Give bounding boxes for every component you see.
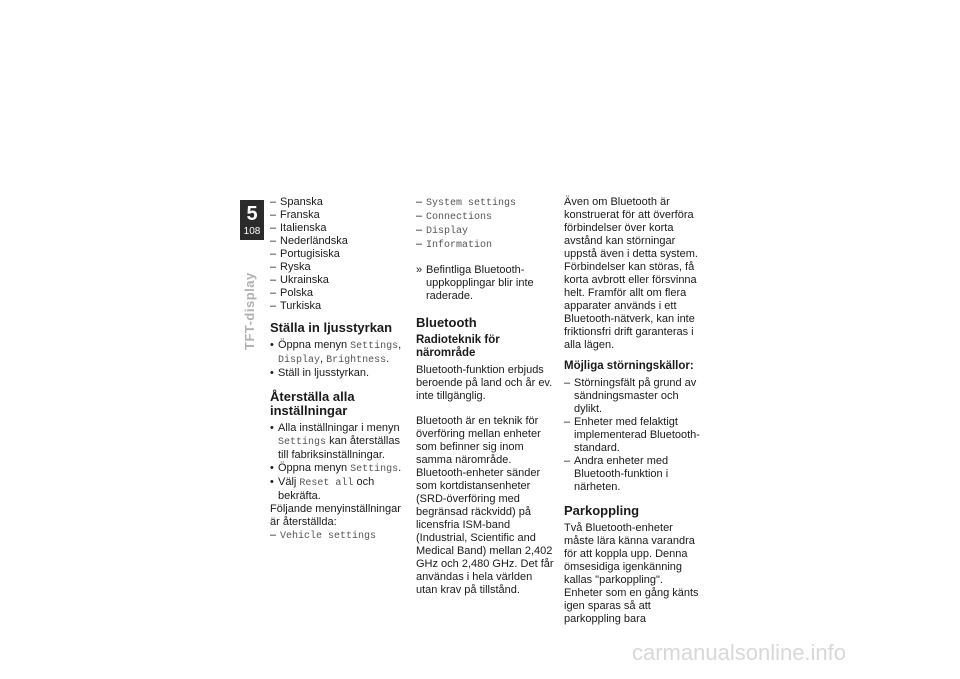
- separator: ,: [320, 353, 327, 365]
- language-item: – Ukrainska: [270, 274, 408, 287]
- menu-name: Information: [426, 240, 493, 251]
- menu-name: Vehicle settings: [280, 531, 377, 542]
- heading-pairing: Parkoppling: [564, 503, 640, 518]
- step-text: och bekräfta.: [278, 476, 375, 502]
- language-item: – Portugisiska: [270, 248, 408, 261]
- reset-menu-item: [416, 224, 554, 238]
- language-item: – Spanska: [270, 196, 408, 209]
- menu-path-display: Display: [278, 355, 321, 366]
- step-text: Öppna menyn: [278, 339, 351, 351]
- menu-path-settings: Settings: [278, 437, 327, 448]
- heading-radio-tech: Radioteknik för närområde: [416, 334, 500, 359]
- language-item: – Turkiska: [270, 300, 408, 313]
- language-item: – Ryska: [270, 261, 408, 274]
- step-open-settings: [270, 462, 408, 476]
- paragraph-availability: Bluetooth-funktion erbjuds beroende på land och år ev. inte tillgänglig.: [416, 364, 553, 402]
- step-text: Alla inställningar i menyn: [278, 422, 400, 434]
- paragraph-pairing: Två Bluetooth-enheter måste lära känna varandra för att koppla upp. Denna ömsesidiga igenkänning kallas "parkoppling". Enheter som en gång känts igen sparas så att parkoppling bara: [564, 522, 699, 625]
- step-text: Välj: [278, 476, 300, 488]
- heading-reset: Återställa alla inställningar: [270, 389, 355, 418]
- menu-path-settings: Settings: [350, 464, 399, 475]
- language-list: [270, 196, 408, 313]
- step-text: kan återställas till fabriksinställningar.: [278, 435, 400, 461]
- source-item: – Enheter med felaktigt implementerad Bluetooth-standard.: [564, 416, 704, 455]
- page-number: 108: [243, 226, 261, 237]
- period: .: [398, 462, 402, 474]
- menu-name: System settings: [426, 198, 517, 209]
- reset-following: Följande menyinställningar är återställda:: [270, 503, 401, 528]
- source-item: – Andra enheter med Bluetooth-funktion i närheten.: [564, 455, 704, 494]
- column-1: [270, 196, 408, 543]
- menu-path-settings: Settings: [350, 341, 399, 352]
- watermark: carmanualsonline.info: [632, 640, 847, 665]
- language-item: – Nederländska: [270, 235, 408, 248]
- reset-menu-item: [270, 529, 408, 543]
- side-title: TFT-display: [242, 272, 257, 350]
- step-set-brightness: • Ställ in ljusstyrkan.: [270, 367, 408, 380]
- menu-name: Display: [426, 226, 469, 237]
- reset-menu-item: [416, 238, 554, 252]
- menu-path-brightness: Brightness: [326, 355, 387, 366]
- heading-brightness: Ställa in ljusstyrkan: [270, 320, 393, 335]
- step-open-brightness: [270, 339, 408, 367]
- paragraph-interference: Även om Bluetooth är konstruerat för att överföra förbindelser över korta avstånd kan störningar uppstå även i detta system. Förbindelser kan störas, få korta avbrott eller försvinna helt. Framför allt om flera apparater används i ett Bluetooth-nätverk, kan inte friktionsfri drift garanteras i alla lägen.: [564, 196, 698, 351]
- column-2: [416, 196, 554, 597]
- heading-bluetooth: Bluetooth: [416, 315, 477, 330]
- chapter-marker: [240, 200, 264, 240]
- language-item: – Franska: [270, 209, 408, 222]
- paragraph-technology: Bluetooth är en teknik för överföring mellan enheter som befinner sig inom samma närområde. Bluetooth-enheter sänder som kortdistansenheter (SRD-överföring med begränsad räckvidd) på licensfria ISM-band (Industrial, Scientific and Medical Band) mellan 2,402 GHz och 2,480 GHz. Det får användas i hela världen utan krav på tillstånd.: [416, 415, 554, 596]
- language-item: – Polska: [270, 287, 408, 300]
- menu-name: Connections: [426, 212, 493, 223]
- separator: ,: [398, 339, 402, 351]
- column-3: [564, 196, 704, 626]
- result-note: » Befintliga Bluetooth-uppkopplingar blir inte raderade.: [416, 264, 554, 303]
- reset-menu-item: [416, 196, 554, 210]
- step-reset-all: [270, 476, 408, 503]
- heading-interference-sources: Möjliga störningskällor:: [564, 360, 694, 372]
- step-text: Öppna menyn: [278, 462, 351, 474]
- source-item: – Störningsfält på grund av sändningsmaster och dylikt.: [564, 377, 704, 416]
- language-item: – Italienska: [270, 222, 408, 235]
- reset-menu-item: [416, 210, 554, 224]
- menu-path-reset-all: Reset all: [299, 478, 354, 489]
- period: .: [386, 353, 390, 365]
- reset-info: [270, 422, 408, 462]
- chapter-number: 5: [246, 203, 258, 225]
